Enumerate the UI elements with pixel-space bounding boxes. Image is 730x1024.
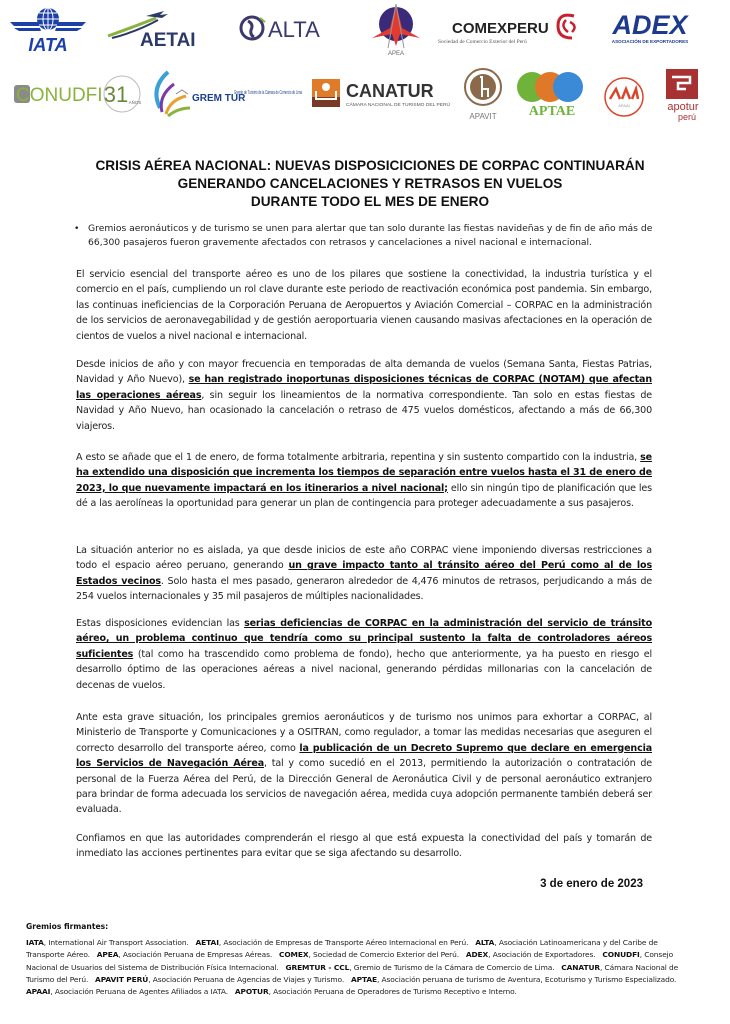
logo-gremtur — [150, 68, 304, 118]
signatory-desc: , Cámara Nacional de Turismo del Perú. — [26, 962, 679, 984]
signatory-desc: , Asociación peruana de turismo de Aventura, Ecoturismo y Turismo Especializado. — [376, 974, 677, 984]
signatory-desc: , Asociación de Exportadores. — [488, 950, 596, 960]
aptae-logo-text: APTAE — [528, 104, 576, 119]
paragraph-2-text-a: Desde inicios de año y con mayor frecuencia en temporadas de alta demanda de vuelos (Semana Santa, Fiestas Patrias, Navidad y Año Nuevo), — [76, 359, 652, 386]
paragraph-1: El servicio esencial del transporte aéreo es uno de los pilares que sostiene la conectividad, la industria turística y el comercio en el país, cumpliendo un rol clave durante este periodo de reactivación económica post pandemia. Sin embargo, las continuas ineficiencias de la Corporación Peruana de Aeropuertos y Aviación Comercial – CORPAC en la administración de los servicios de aeronavegabilidad y de gestión aeroportuaria vienen causando masivas afectaciones en la operación de cientos de vuelos a nivel nacional e internacional. — [76, 269, 652, 342]
signatory-desc: , Asociación Peruana de Agentes Afiliados a IATA. — [50, 987, 229, 997]
logo-conudfi — [12, 73, 148, 117]
paragraph-4-text-c: . Solo hasta el mes pasado, generaron alrededor de 4,476 minutos de retrasos, perjudicando a más de 254 vuelos internacionales y 35 mil pasajeros de múltiples nacionalidades. — [76, 575, 652, 603]
logo-apea — [370, 2, 422, 56]
conudfi-31-badge: 31 — [103, 82, 129, 107]
signatory-item — [26, 938, 189, 947]
conudfi-anos: AÑOS — [128, 100, 142, 105]
paragraph-2-highlight: se han registrado inoportunas disposiciones técnicas de CORPAC (NOTAM) que afectan las operaciones aéreas — [76, 374, 652, 401]
comexperu-logo-text: COMEXPERU — [452, 20, 549, 37]
apavit-llama-icon — [460, 67, 506, 123]
signatory-item — [235, 987, 517, 996]
alta-logo-text: ALTA — [268, 17, 320, 42]
signatories-list — [26, 937, 698, 998]
signatory-abbr: ADEX — [465, 950, 489, 960]
logo-apotur — [660, 67, 706, 123]
paragraph-5-highlight: serias deficiencias de CORPAC en la administración del servicio de tránsito aéreo, un problema continuo que tendría como su principal sustento la falta de controladores aéreos suficientes — [76, 618, 652, 660]
paragraph-3-highlight: se ha extendido una disposición que incrementa los tiempos de separación entre vuelos hasta el 31 de enero de 2023, lo que nuevamente impactará en los itinerarios a nivel nacional; — [76, 452, 652, 494]
signatory-abbr: CONUDFI — [602, 950, 640, 960]
apotur-logo-text: apotur — [667, 101, 699, 113]
paragraph-5-text-c: (tal como ha trascendido como problema de fondo), hecho que anteriormente, ya ha puesto en riesgo el desarrollo óptimo de las operaciones aéreas a nivel nacional, generando pérdidas millonarias con la cancelación de decenas de vuelos. — [76, 648, 652, 691]
comexperu-logo-graphic — [436, 8, 584, 48]
signatories-title: Gremios firmantes: — [26, 922, 109, 931]
conudfi-logo-text: CONUDFI — [16, 85, 103, 106]
canatur-logo-graphic — [310, 75, 454, 111]
conudfi-logo-graphic — [12, 73, 148, 117]
apavit-logo-text: APAVIT — [469, 112, 497, 121]
signatory-desc: , International Air Transport Association. — [43, 938, 189, 947]
signatory-item — [95, 975, 344, 984]
signatory-abbr: AETAI — [195, 938, 219, 947]
signatory-desc: , Consejo Nacional de Usuarios del Sistema de Distribución Física Internacional. — [26, 950, 674, 972]
logo-aetai — [106, 8, 216, 50]
aptae-logo-graphic — [512, 69, 592, 123]
signatory-desc: , Gremio de Turismo de la Cámara de Comercio de Lima. — [349, 962, 555, 972]
paragraph-5-text-a: Estas disposiciones evidencian las — [76, 618, 245, 629]
signatory-item — [97, 950, 272, 959]
paragraph-6 — [76, 710, 652, 818]
logo-alta — [238, 12, 346, 44]
aetai-logo-text: AETAI — [140, 30, 196, 51]
title-line: GENERANDO CANCELACIONES Y RETRASOS EN VUELOS — [177, 176, 563, 191]
logo-adex — [604, 8, 696, 48]
signatory-abbr: APTAE — [350, 974, 377, 984]
signatory-desc: , Asociación Latinoamericana y del Caribe de Transporte Aéreo. — [26, 938, 658, 960]
signatory-abbr: ALTA — [475, 938, 495, 947]
paragraph-3-text-a: A esto se añade que el 1 de enero, de forma totalmente arbitraria, repentina y sin sustento compartido con la industria, — [76, 452, 641, 463]
paragraph-6-highlight: la publicación de un Decreto Supremo que declare en emergencia los Servicios de Navegación Aérea — [76, 742, 652, 770]
signatory-desc: , Asociación Peruana de Agencias de Viajes y Turismo. — [148, 974, 345, 984]
gremtur-logo-graphic — [150, 68, 304, 118]
signatory-desc: , Asociación Peruana de Operadores de Turismo Receptivo e Interno. — [268, 987, 517, 997]
logos-row-2 — [0, 65, 730, 125]
adex-logo-graphic — [604, 8, 696, 48]
adex-subtitle: ASOCIACIÓN DE EXPORTADORES — [611, 39, 689, 44]
bullet-icon: • — [74, 223, 80, 234]
logos-row-1 — [0, 0, 730, 60]
paragraph-3-text-c: ello sin ningún tipo de planificación que les dé a las aerolíneas la oportunidad para generar un plan de contingencia para proteger adecuadamente a sus pasajeros. — [76, 482, 652, 510]
paragraph-4-highlight: un grave impacto tanto al tránsito aéreo del Perú como al de los Estados vecinos — [76, 560, 652, 587]
signatory-abbr: GREMTUR - CCL — [285, 962, 350, 972]
apotur-logo-text2: perú — [677, 112, 697, 122]
logo-apavit — [460, 67, 506, 123]
adex-logo-text: ADEX — [612, 10, 688, 40]
summary-bullet — [74, 222, 658, 250]
signatory-abbr: IATA — [26, 938, 44, 947]
gremtur-subtitle: Gremio de Turismo de la Cámara de Comercio de Lima — [234, 90, 302, 96]
iata-globe-icon — [8, 4, 88, 54]
title-line: DURANTE TODO EL MES DE ENERO — [250, 194, 490, 209]
signatory-item — [285, 963, 554, 972]
paragraph-4-text-a: La situación anterior no es aislada, ya que desde inicios de este año CORPAC viene imponiendo diversas restricciones a todo el espacio aéreo peruano, generando — [76, 545, 652, 572]
iata-logo-text: IATA — [28, 35, 68, 55]
bullet-text: Gremios aeronáuticos y de turismo se unen para alertar que tan solo durante las fiestas navideñas y de fin de año más de 66,300 pasajeros fueron gravemente afectados con retrasos y cancelaciones a nivel nacional e internacional. — [88, 223, 653, 248]
signatory-item — [279, 950, 459, 959]
paragraph-4 — [76, 543, 652, 605]
signatory-item — [196, 938, 469, 947]
document-date: 3 de enero de 2023 — [540, 878, 643, 890]
signatory-abbr: APAVIT PERÚ — [95, 974, 149, 984]
apotur-logo-graphic — [660, 67, 706, 123]
paragraph-6-text-c: , tal y como sucedió en el 2013, permitiendo la autorización o contratación de personal de la Fuerza Aérea del Perú, de la Dirección General de Aeronáutica Civil y de personal aeronáutico extranjero para brindar de forma adecuada los servicios de navegación aérea, medida cuya adopción permanente también deberá ser evaluada. — [76, 758, 652, 816]
paragraph-7: Confiamos en que las autoridades comprenderán el riesgo al que está expuesta la conectividad del país y tomarán de inmediato las acciones pertinentes para evitar que se siga afectando su desarrollo. — [76, 833, 652, 860]
canatur-logo-text: CANATUR — [346, 81, 434, 101]
signatory-abbr: APOTUR — [234, 987, 269, 997]
document-title — [60, 157, 680, 211]
signatory-abbr: CANATUR — [561, 962, 601, 972]
apea-logo-text: APEA — [387, 51, 405, 57]
signatory-abbr: COMEX — [278, 950, 309, 960]
signatory-item — [466, 950, 596, 959]
paragraph-3 — [76, 450, 652, 512]
signatory-item — [26, 987, 228, 996]
apaai-logo-graphic — [602, 75, 646, 119]
logo-apaai — [602, 75, 646, 119]
paragraph-2-text-c: , sin seguir los lineamientos de la normativa correspondiente. Tan solo en estas fiestas de Navidad y Año Nuevo, han ocasionado la cancelación o retraso de 475 vuelos domésticos, afectando a más de 66,300 viajeros. — [76, 389, 653, 432]
paragraph-5 — [76, 616, 652, 693]
signatory-desc: , Asociación de Empresas de Transporte Aéreo Internacional en Perú. — [218, 938, 469, 947]
signatory-abbr: APEA — [96, 950, 119, 960]
logo-canatur — [310, 75, 454, 111]
signatory-item — [351, 975, 676, 984]
aetai-plane-icon — [106, 8, 216, 50]
signatory-abbr: APAAI — [26, 987, 51, 997]
apea-emblem-icon — [370, 2, 422, 56]
paragraph-2 — [76, 357, 652, 434]
comexperu-subtitle: Sociedad de Comercio Exterior del Perú — [438, 39, 527, 45]
logo-aptae — [512, 69, 592, 123]
logo-comexperu — [436, 8, 584, 48]
signatory-desc: , Sociedad de Comercio Exterior del Perú. — [308, 950, 460, 960]
title-line: CRISIS AÉREA NACIONAL: NUEVAS DISPOSICICIONES DE CORPAC CONTINUARÁN — [95, 158, 645, 173]
apaai-logo-text: APAAI — [618, 103, 630, 108]
canatur-subtitle: CÁMARA NACIONAL DE TURISMO DEL PERÚ — [346, 102, 445, 107]
signatory-desc: , Asociación Peruana de Empresas Aéreas. — [118, 950, 273, 960]
gremtur-logo-text: GREM TUR — [192, 93, 246, 104]
alta-globe-icon — [238, 12, 346, 44]
paragraph-6-text-a: Ante esta grave situación, los principales gremios aeronáuticos y de turismo nos unimos para exhortar a CORPAC, al Ministerio de Transporte y Comunicaciones y a OSITRAN, como regulador, a tomar las medidas necesarias que aseguren el correcto desarrollo del transporte aéreo, como — [76, 712, 652, 754]
logo-iata — [8, 4, 88, 54]
